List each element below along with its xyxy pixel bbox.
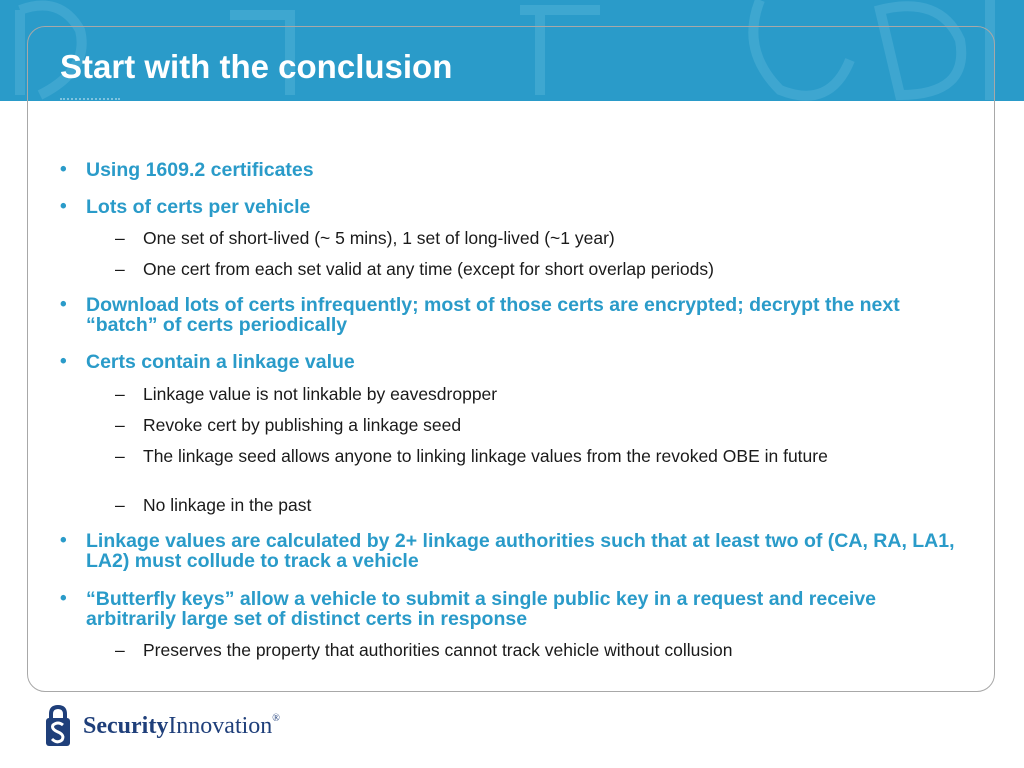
sub-bullet-text: One cert from each set valid at any time (except for short overlap periods) bbox=[143, 259, 714, 279]
logo-word-security: Security bbox=[83, 713, 169, 739]
sub-bullet-item bbox=[115, 384, 943, 404]
sub-bullet-mark: – bbox=[115, 495, 125, 515]
bullet-item bbox=[60, 159, 966, 181]
sub-bullet-item bbox=[115, 446, 943, 466]
bullet-item bbox=[60, 196, 966, 218]
sub-bullet-mark: – bbox=[115, 640, 125, 660]
registered-mark: ® bbox=[272, 713, 280, 724]
bullet-text: Lots of certs per vehicle bbox=[86, 196, 311, 218]
security-innovation-s-lock-icon bbox=[43, 705, 73, 747]
bullet-item bbox=[60, 351, 966, 373]
sub-bullet-item bbox=[115, 259, 943, 279]
security-innovation-logo bbox=[43, 705, 343, 747]
bullet-mark: • bbox=[60, 159, 67, 180]
bullet-text: Certs contain a linkage value bbox=[86, 351, 355, 373]
bullet-mark: • bbox=[60, 196, 67, 217]
slide-title: Start with the conclusion bbox=[60, 48, 453, 85]
sub-bullet-text: Revoke cert by publishing a linkage seed bbox=[143, 415, 462, 435]
bullet-text: Download lots of certs infrequently; most of those certs are encrypted; decrypt the next “batch” of certs periodically bbox=[86, 294, 900, 336]
sub-bullet-text: Preserves the property that authorities cannot track vehicle without collusion bbox=[143, 640, 733, 660]
logo-wordmark bbox=[83, 713, 280, 740]
sub-bullet-text: One set of short-lived (~ 5 mins), 1 set of long-lived (~1 year) bbox=[143, 228, 615, 248]
title-dotted-rule bbox=[60, 98, 120, 102]
sub-bullet-item bbox=[115, 495, 943, 515]
sub-bullet-mark: – bbox=[115, 415, 125, 435]
sub-bullet-text: The linkage seed allows anyone to linking linkage values from the revoked OBE in future bbox=[143, 446, 828, 466]
bullet-text: Using 1609.2 certificates bbox=[86, 159, 314, 181]
sub-bullet-mark: – bbox=[115, 259, 125, 279]
sub-bullet-item bbox=[115, 640, 943, 660]
bullet-item bbox=[60, 530, 966, 572]
sub-bullet-item bbox=[115, 228, 943, 248]
bullet-text: “Butterfly keys” allow a vehicle to submit a single public key in a request and receive arbitrarily large set of distinct certs in response bbox=[86, 588, 877, 630]
bullet-mark: • bbox=[60, 530, 67, 551]
sub-bullet-mark: – bbox=[115, 446, 125, 466]
bullet-item bbox=[60, 588, 966, 630]
bullet-mark: • bbox=[60, 588, 67, 609]
header-band bbox=[0, 0, 1024, 101]
bullet-mark: • bbox=[60, 294, 67, 315]
bullet-mark: • bbox=[60, 351, 67, 372]
sub-bullet-item bbox=[115, 415, 943, 435]
bullet-item bbox=[60, 294, 966, 336]
sub-bullet-text: Linkage value is not linkable by eavesdropper bbox=[143, 384, 498, 404]
bullet-text: Linkage values are calculated by 2+ linkage authorities such that at least two of (CA, RA, LA1, LA2) must collude to track a vehicle bbox=[86, 530, 955, 572]
sub-bullet-text: No linkage in the past bbox=[143, 495, 312, 515]
logo-word-innovation: Innovation bbox=[168, 713, 273, 739]
sub-bullet-mark: – bbox=[115, 384, 125, 404]
sub-bullet-mark: – bbox=[115, 228, 125, 248]
